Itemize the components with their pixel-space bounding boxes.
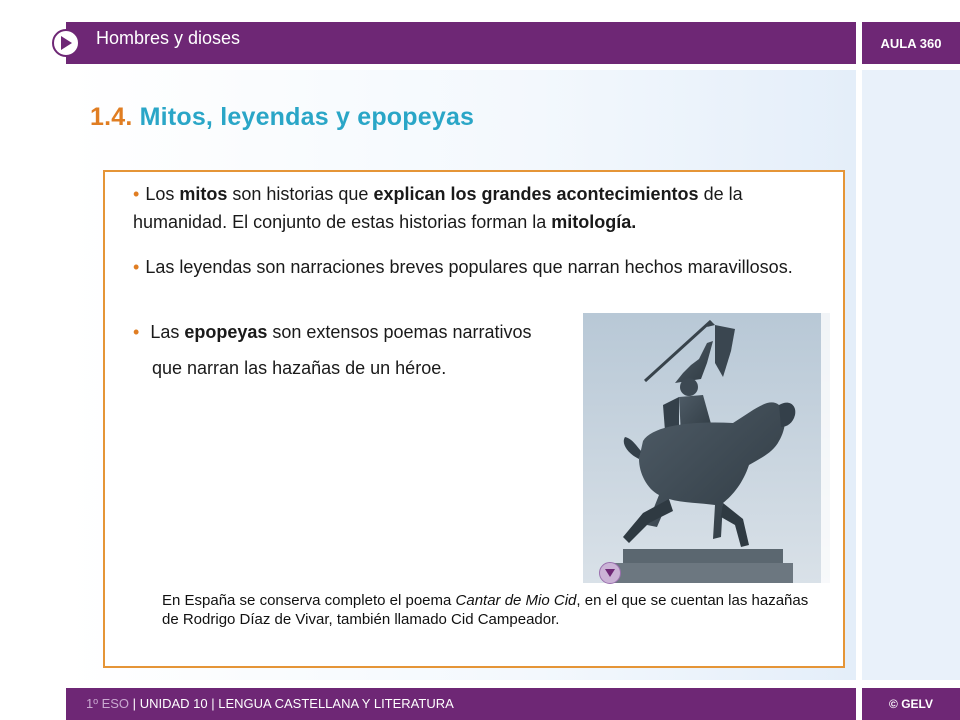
bullet-epopeyas-line2: que narran las hazañas de un héroe. [152, 358, 447, 378]
footer-course: 1º ESO [86, 696, 130, 711]
cid-statue-image [583, 313, 830, 583]
header-title: Hombres y dioses [96, 28, 241, 48]
section-number: 1.4. [90, 103, 133, 131]
footer-bar [66, 688, 856, 720]
footer-separator: | [211, 696, 215, 711]
image-caption: En España se conserva completo el poema Cantar de Mio Cid, en el que se cuentan las hazañas de Rodrigo Díaz de Vivar, también llamado Cid Campeador. [162, 592, 809, 628]
expand-caption-button[interactable] [599, 562, 621, 584]
brand-logo: AULA 360 [862, 22, 960, 64]
bullet-marker: • [133, 257, 140, 277]
section-title-text: Mitos, leyendas y epopeyas [139, 103, 475, 131]
bullet-marker: • [133, 184, 140, 204]
footer-separator: | [132, 696, 137, 711]
bullet-marker: • [133, 322, 140, 342]
footer-copyright: © GELV [862, 688, 960, 720]
footer-subject: LENGUA CASTELLANA Y LITERATURA [218, 696, 454, 711]
bullet-mitos: • Los mitos son historias que explican los grandes acontecimientos de la humanidad. El conjunto de estas historias forman la mitología. [133, 184, 743, 232]
play-icon [59, 35, 73, 51]
section-title [90, 103, 474, 132]
down-arrow-icon [604, 568, 616, 578]
play-button[interactable] [52, 29, 80, 57]
footer-unit: UNIDAD 10 [139, 696, 208, 711]
bullet-leyendas: • Las leyendas son narraciones breves populares que narran hechos maravillosos. [133, 257, 793, 277]
right-side-panel [862, 70, 960, 680]
footer-breadcrumb [86, 696, 454, 711]
bullet-epopeyas: • Las epopeyas son extensos poemas narrativos [133, 322, 532, 342]
